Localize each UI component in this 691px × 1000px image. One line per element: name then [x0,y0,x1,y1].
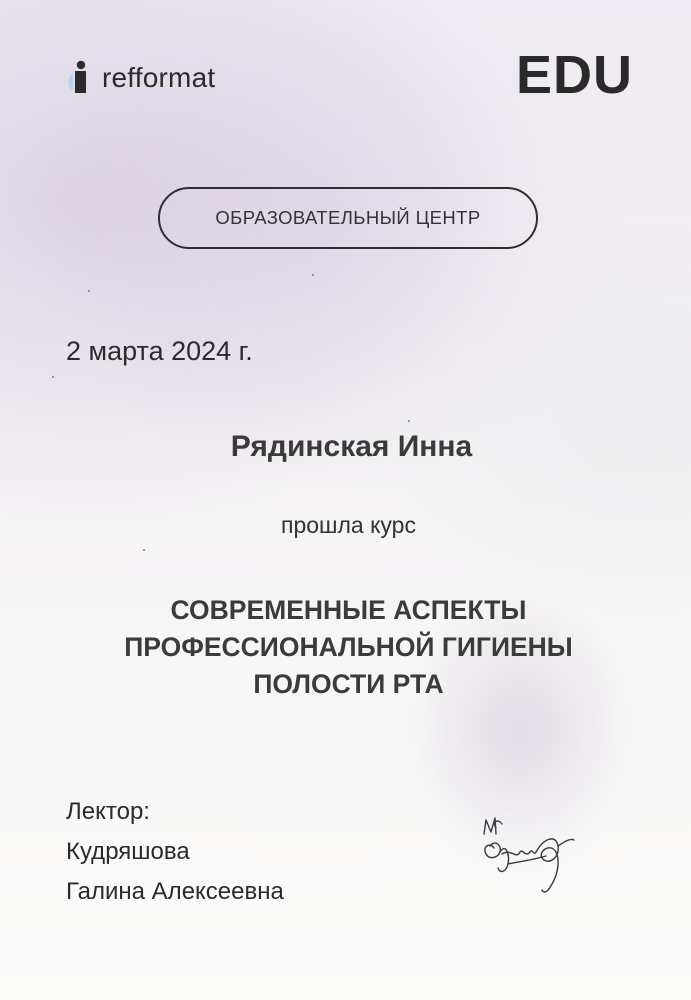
course-title-line: ПРОФЕССИОНАЛЬНОЙ ГИГИЕНЫ [124,632,573,662]
paper-speck [143,549,145,551]
logo-wordmark: refformat [102,62,216,93]
course-title [0,592,691,703]
lecturer-given-names: Галина Алексеевна [66,878,284,905]
passed-course-text: прошла курс [281,512,416,538]
lecturer-signature [472,812,584,904]
recipient-name: Рядинская Инна [230,430,473,463]
refformat-logo-icon [66,60,90,96]
refformat-logo [66,60,215,96]
paper-speck [88,290,90,292]
edu-label: EDU [515,45,633,105]
course-title-line: СОВРЕМЕННЫЕ АСПЕКТЫ [170,595,527,625]
lecturer-surname: Кудряшова [66,838,190,865]
paper-speck [312,274,314,276]
lecturer-block [66,792,284,912]
paper-speck [408,420,410,422]
course-title-line: ПОЛОСТИ РТА [253,669,444,699]
paper-speck [52,376,54,378]
education-center-badge [158,187,538,249]
education-center-label: ОБРАЗОВАТЕЛЬНЫЙ ЦЕНТР [215,207,481,228]
certificate-date: 2 марта 2024 г. [66,336,253,366]
lecturer-label: Лектор: [66,798,150,825]
